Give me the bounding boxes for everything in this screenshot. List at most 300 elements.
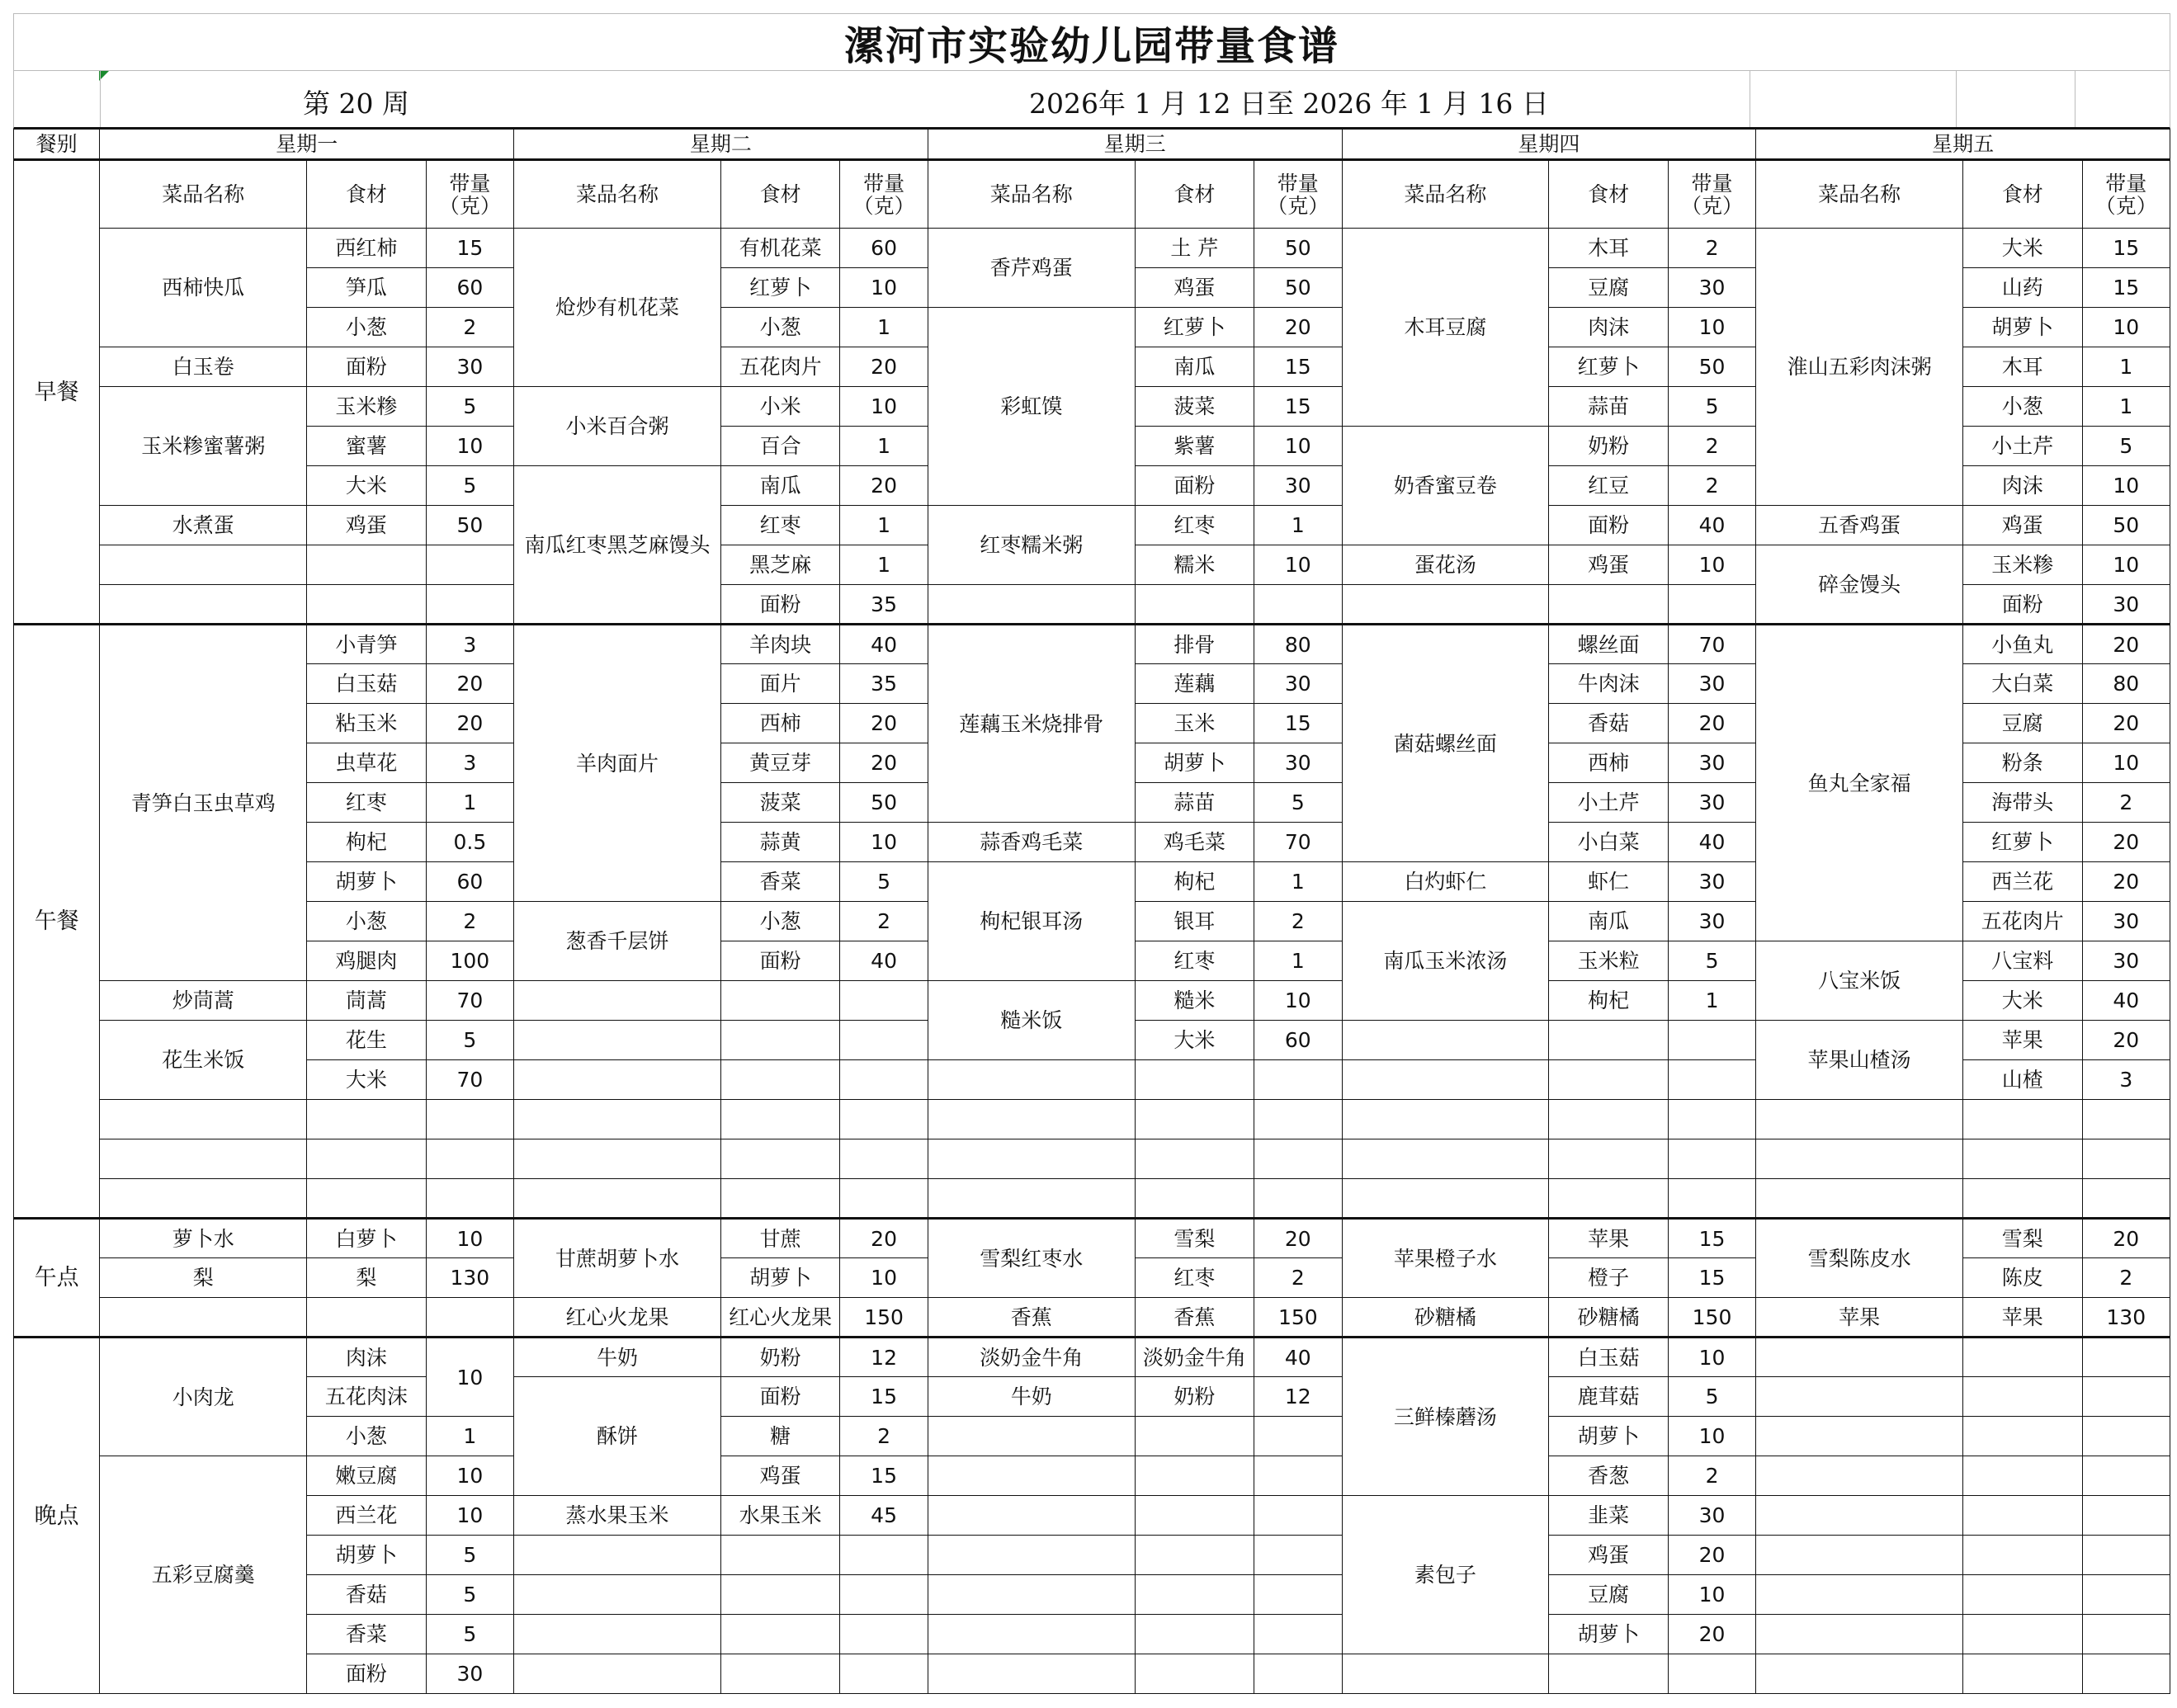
empty-cell <box>2082 1100 2170 1139</box>
empty-cell <box>1549 1100 1668 1139</box>
empty-cell <box>928 1536 1135 1575</box>
empty-cell <box>2082 1615 2170 1654</box>
ingredient-amount: 5 <box>1668 1377 1755 1417</box>
empty-cell <box>1756 1338 1963 1377</box>
ingredient-amount: 20 <box>1668 704 1755 743</box>
empty-cell <box>1135 585 1254 625</box>
dish-name: 八宝米饭 <box>1756 941 1963 1021</box>
ingredient-name: 橙子 <box>1549 1258 1668 1298</box>
ingredient-amount: 10 <box>426 1496 513 1536</box>
ingredient-name: 玉米糁 <box>1963 545 2082 585</box>
ingredient-name: 螺丝面 <box>1549 625 1668 664</box>
ingredient-name: 西柿 <box>720 704 839 743</box>
ingredient-name: 砂糖橘 <box>1549 1298 1668 1338</box>
empty-cell <box>720 1139 839 1179</box>
empty-cell <box>928 1654 1135 1694</box>
ingredient-name: 海带头 <box>1963 783 2082 823</box>
ingredient-amount: 150 <box>840 1298 928 1338</box>
ingredient-amount: 20 <box>840 743 928 783</box>
ingredient-amount: 20 <box>2082 625 2170 664</box>
ingredient-amount: 50 <box>2082 506 2170 545</box>
empty-cell <box>1254 1417 1342 1456</box>
ingredient-name: 香蕉 <box>1135 1298 1254 1338</box>
empty-cell <box>1963 1575 2082 1615</box>
dish-name: 酥饼 <box>514 1377 721 1496</box>
empty-cell <box>1549 1139 1668 1179</box>
ingredient-name: 鸡蛋 <box>1963 506 2082 545</box>
empty-cell <box>307 1139 426 1179</box>
ingredient-amount: 5 <box>1668 387 1755 427</box>
empty-cell <box>1668 1100 1755 1139</box>
ingredient-amount: 20 <box>840 347 928 387</box>
empty-cell <box>1135 1060 1254 1100</box>
ingredient-name: 豆腐 <box>1549 268 1668 308</box>
empty-cell <box>2082 1536 2170 1575</box>
empty-cell <box>1549 1654 1668 1694</box>
empty-cell <box>1963 1654 2082 1694</box>
ingredient-name: 小葱 <box>307 1417 426 1456</box>
ingredient-amount: 2 <box>1668 427 1755 466</box>
dish-name: 羊肉面片 <box>514 625 721 902</box>
ingredient-name: 白玉菇 <box>1549 1338 1668 1377</box>
ingredient-amount: 40 <box>840 941 928 981</box>
empty-cell <box>1668 1654 1755 1694</box>
ingredient-amount: 10 <box>1668 1575 1755 1615</box>
empty-cell <box>1254 1496 1342 1536</box>
ingredient-name: 枸杞 <box>1549 981 1668 1021</box>
ingredient-name: 雪梨 <box>1963 1219 2082 1258</box>
ingredient-name: 小葱 <box>720 902 839 941</box>
empty-cell <box>307 1179 426 1219</box>
ingredient-amount: 10 <box>426 427 513 466</box>
ingredient-name: 鹿茸菇 <box>1549 1377 1668 1417</box>
empty-cell <box>928 1575 1135 1615</box>
ingredient-amount: 2 <box>426 308 513 347</box>
ingredient-name: 胡萝卜 <box>1135 743 1254 783</box>
dish-name: 苹果 <box>1756 1298 1963 1338</box>
empty-cell <box>928 1139 1135 1179</box>
ingredient-amount: 150 <box>1254 1298 1342 1338</box>
empty-cell <box>1254 585 1342 625</box>
ingredient-name: 糯米 <box>1135 545 1254 585</box>
dish-name: 南瓜红枣黑芝麻馒头 <box>514 466 721 625</box>
empty-cell <box>514 1060 721 1100</box>
ingredient-name: 蒜黄 <box>720 823 839 862</box>
ingredient-name: 小土芹 <box>1963 427 2082 466</box>
ingredient-amount: 10 <box>1668 1338 1755 1377</box>
ingredient-amount: 50 <box>426 506 513 545</box>
dish-name: 鱼丸全家福 <box>1756 625 1963 941</box>
empty-cell <box>1756 1615 1963 1654</box>
empty-cell <box>1135 1575 1254 1615</box>
empty-cell <box>1756 1456 1963 1496</box>
week-info-bar <box>13 70 2170 129</box>
ingredient-amount: 40 <box>1254 1338 1342 1377</box>
empty-cell <box>1254 1456 1342 1496</box>
ingredient-name: 淡奶金牛角 <box>1135 1338 1254 1377</box>
ingredient-amount: 1 <box>426 1417 513 1456</box>
empty-cell <box>928 1060 1135 1100</box>
ingredient-name: 大白菜 <box>1963 664 2082 704</box>
dish-name: 雪梨红枣水 <box>928 1219 1135 1298</box>
empty-cell <box>1963 1496 2082 1536</box>
ingredient-amount: 20 <box>1254 308 1342 347</box>
empty-cell <box>426 1139 513 1179</box>
empty-cell <box>1668 1021 1755 1060</box>
ingredient-amount: 1 <box>1254 506 1342 545</box>
dish-name-header: 菜品名称 <box>928 160 1135 229</box>
ingredient-amount: 30 <box>1668 664 1755 704</box>
ingredient-name: 鸡蛋 <box>1549 1536 1668 1575</box>
ingredient-name: 莲藕 <box>1135 664 1254 704</box>
ingredient-name: 红枣 <box>1135 506 1254 545</box>
ingredient-name: 鸡蛋 <box>1549 545 1668 585</box>
ingredient-name: 小青笋 <box>307 625 426 664</box>
dish-name: 炒茼蒿 <box>100 981 307 1021</box>
ingredient-name: 西兰花 <box>1963 862 2082 902</box>
dish-name: 水煮蛋 <box>100 506 307 545</box>
ingredient-name: 香菜 <box>307 1615 426 1654</box>
menu-sheet <box>13 13 2170 1694</box>
ingredient-header: 食材 <box>307 160 426 229</box>
ingredient-name: 山药 <box>1963 268 2082 308</box>
empty-cell <box>514 1100 721 1139</box>
ingredient-amount: 5 <box>426 1575 513 1615</box>
empty-cell <box>426 1179 513 1219</box>
ingredient-name: 梨 <box>307 1258 426 1298</box>
ingredient-name: 肉沫 <box>1549 308 1668 347</box>
dish-name: 白玉卷 <box>100 347 307 387</box>
empty-cell <box>928 1496 1135 1536</box>
dish-name: 蒜香鸡毛菜 <box>928 823 1135 862</box>
ingredient-name: 糖 <box>720 1417 839 1456</box>
ingredient-name: 胡萝卜 <box>307 1536 426 1575</box>
dish-name: 玉米糁蜜薯粥 <box>100 387 307 506</box>
ingredient-amount: 40 <box>840 625 928 664</box>
ingredient-amount: 130 <box>2082 1298 2170 1338</box>
ingredient-amount: 3 <box>2082 1060 2170 1100</box>
ingredient-amount: 12 <box>840 1338 928 1377</box>
ingredient-name: 枸杞 <box>307 823 426 862</box>
empty-cell <box>1963 1338 2082 1377</box>
ingredient-amount: 10 <box>840 823 928 862</box>
dish-name: 南瓜玉米浓汤 <box>1342 902 1549 1021</box>
ingredient-amount: 20 <box>2082 823 2170 862</box>
ingredient-amount: 1 <box>840 427 928 466</box>
dish-name: 牛奶 <box>928 1377 1135 1417</box>
empty-cell <box>1254 1654 1342 1694</box>
week-number: 第 20 周 <box>303 87 409 120</box>
empty-cell <box>1342 585 1549 625</box>
ingredient-amount: 10 <box>2082 545 2170 585</box>
ingredient-amount: 30 <box>1254 664 1342 704</box>
empty-cell <box>1963 1536 2082 1575</box>
empty-cell <box>100 545 307 585</box>
empty-cell <box>720 981 839 1021</box>
empty-cell <box>720 1654 839 1694</box>
empty-cell <box>1963 1417 2082 1456</box>
dish-name: 小肉龙 <box>100 1338 307 1456</box>
ingredient-name: 面粉 <box>720 941 839 981</box>
ingredient-amount: 20 <box>1668 1615 1755 1654</box>
dish-name: 雪梨陈皮水 <box>1756 1219 1963 1298</box>
ingredient-amount: 70 <box>426 1060 513 1100</box>
ingredient-name: 红枣 <box>1135 941 1254 981</box>
empty-cell <box>1756 1139 1963 1179</box>
empty-cell <box>1963 1615 2082 1654</box>
empty-cell <box>1254 1179 1342 1219</box>
ingredient-name: 银耳 <box>1135 902 1254 941</box>
ingredient-name: 红萝卜 <box>1135 308 1254 347</box>
empty-cell <box>840 1536 928 1575</box>
dish-name: 苹果山楂汤 <box>1756 1021 1963 1100</box>
ingredient-amount: 50 <box>1668 347 1755 387</box>
ingredient-name: 有机花菜 <box>720 229 839 268</box>
ingredient-name: 苹果 <box>1963 1298 2082 1338</box>
ingredient-name: 大米 <box>1963 229 2082 268</box>
ingredient-name: 虫草花 <box>307 743 426 783</box>
empty-cell <box>426 585 513 625</box>
ingredient-amount: 35 <box>840 585 928 625</box>
ingredient-amount: 20 <box>1254 1219 1342 1258</box>
ingredient-name: 韭菜 <box>1549 1496 1668 1536</box>
empty-cell <box>1135 1456 1254 1496</box>
empty-cell <box>720 1575 839 1615</box>
empty-cell <box>1756 1179 1963 1219</box>
ingredient-amount: 30 <box>426 1654 513 1694</box>
meal-label-breakfast: 早餐 <box>14 160 100 625</box>
ingredient-name: 奶粉 <box>720 1338 839 1377</box>
ingredient-name: 红心火龙果 <box>720 1298 839 1338</box>
day-header-fri: 星期五 <box>1756 130 2170 160</box>
dish-name: 蒸水果玉米 <box>514 1496 721 1536</box>
ingredient-amount: 15 <box>2082 229 2170 268</box>
dish-name: 淡奶金牛角 <box>928 1338 1135 1377</box>
ingredient-amount: 2 <box>1668 229 1755 268</box>
ingredient-amount: 45 <box>840 1496 928 1536</box>
ingredient-amount: 10 <box>2082 466 2170 506</box>
empty-cell <box>720 1179 839 1219</box>
ingredient-amount: 60 <box>840 229 928 268</box>
ingredient-amount: 1 <box>426 783 513 823</box>
empty-cell <box>1135 1496 1254 1536</box>
ingredient-name: 奶粉 <box>1549 427 1668 466</box>
empty-cell <box>1254 1060 1342 1100</box>
ingredient-amount: 60 <box>426 268 513 308</box>
ingredient-name: 鸡腿肉 <box>307 941 426 981</box>
ingredient-amount: 1 <box>1668 981 1755 1021</box>
ingredient-name: 嫩豆腐 <box>307 1456 426 1496</box>
ingredient-name: 鸡蛋 <box>720 1456 839 1496</box>
ingredient-name: 木耳 <box>1549 229 1668 268</box>
dish-name: 香蕉 <box>928 1298 1135 1338</box>
empty-cell <box>928 1615 1135 1654</box>
empty-cell <box>1756 1377 1963 1417</box>
ingredient-name: 小白菜 <box>1549 823 1668 862</box>
ingredient-amount: 30 <box>1668 743 1755 783</box>
ingredient-name: 花生 <box>307 1021 426 1060</box>
ingredient-amount: 10 <box>1668 1417 1755 1456</box>
ingredient-amount: 10 <box>2082 308 2170 347</box>
ingredient-name: 蜜薯 <box>307 427 426 466</box>
empty-cell <box>514 1536 721 1575</box>
ingredient-amount: 10 <box>1254 981 1342 1021</box>
empty-cell <box>840 1179 928 1219</box>
dish-name-header: 菜品名称 <box>100 160 307 229</box>
ingredient-amount: 100 <box>426 941 513 981</box>
meal-label-snack: 午点 <box>14 1219 100 1338</box>
ingredient-name: 小土芹 <box>1549 783 1668 823</box>
ingredient-name: 小葱 <box>720 308 839 347</box>
ingredient-name: 肉沫 <box>1963 466 2082 506</box>
empty-cell <box>307 1100 426 1139</box>
ingredient-amount: 15 <box>840 1377 928 1417</box>
empty-cell <box>2082 1417 2170 1456</box>
ingredient-name: 小鱼丸 <box>1963 625 2082 664</box>
dish-name: 红枣糯米粥 <box>928 506 1135 585</box>
amount-header: 带量 （克） <box>1668 160 1755 229</box>
ingredient-name: 八宝料 <box>1963 941 2082 981</box>
ingredient-amount: 1 <box>1254 941 1342 981</box>
ingredient-name: 小葱 <box>307 308 426 347</box>
ingredient-amount: 2 <box>1668 1456 1755 1496</box>
empty-cell <box>1668 585 1755 625</box>
ingredient-amount: 15 <box>1668 1219 1755 1258</box>
ingredient-amount: 15 <box>2082 268 2170 308</box>
dish-name: 砂糖橘 <box>1342 1298 1549 1338</box>
ingredient-name: 面粉 <box>307 347 426 387</box>
ingredient-name: 面片 <box>720 664 839 704</box>
ingredient-name: 糙米 <box>1135 981 1254 1021</box>
ingredient-name: 雪梨 <box>1135 1219 1254 1258</box>
ingredient-name: 排骨 <box>1135 625 1254 664</box>
ingredient-amount: 30 <box>1254 466 1342 506</box>
ingredient-amount: 30 <box>426 347 513 387</box>
empty-cell <box>1549 585 1668 625</box>
ingredient-amount: 2 <box>1254 1258 1342 1298</box>
ingredient-amount: 70 <box>1254 823 1342 862</box>
ingredient-name: 西红柿 <box>307 229 426 268</box>
ingredient-amount: 40 <box>2082 981 2170 1021</box>
empty-cell <box>720 1536 839 1575</box>
ingredient-name: 小米 <box>720 387 839 427</box>
empty-cell <box>1756 1536 1963 1575</box>
empty-cell <box>1756 1417 1963 1456</box>
dish-name: 小米百合粥 <box>514 387 721 466</box>
ingredient-name: 枸杞 <box>1135 862 1254 902</box>
empty-cell <box>2082 1338 2170 1377</box>
ingredient-name: 肉沫 <box>307 1338 426 1377</box>
ingredient-amount: 3 <box>426 625 513 664</box>
empty-cell <box>2082 1456 2170 1496</box>
ingredient-name: 甘蔗 <box>720 1219 839 1258</box>
day-header-wed: 星期三 <box>928 130 1342 160</box>
ingredient-name: 红萝卜 <box>1549 347 1668 387</box>
ingredient-name: 红枣 <box>307 783 426 823</box>
dish-name: 五香鸡蛋 <box>1756 506 1963 545</box>
ingredient-name: 豆腐 <box>1963 704 2082 743</box>
meal-label-lunch: 午餐 <box>14 625 100 1219</box>
ingredient-amount: 15 <box>1668 1258 1755 1298</box>
ingredient-amount: 70 <box>1668 625 1755 664</box>
empty-cell <box>1135 1417 1254 1456</box>
ingredient-amount: 20 <box>2082 1021 2170 1060</box>
empty-cell <box>1254 1100 1342 1139</box>
empty-cell <box>1668 1139 1755 1179</box>
empty-cell <box>1135 1139 1254 1179</box>
empty-cell <box>840 1654 928 1694</box>
ingredient-name: 白玉菇 <box>307 664 426 704</box>
empty-cell <box>1963 1100 2082 1139</box>
menu-table <box>13 129 2170 1694</box>
ingredient-name: 五花肉沫 <box>307 1377 426 1417</box>
empty-cell <box>100 1100 307 1139</box>
ingredient-amount: 20 <box>1668 1536 1755 1575</box>
ingredient-amount: 1 <box>840 308 928 347</box>
ingredient-amount: 130 <box>426 1258 513 1298</box>
dish-name: 枸杞银耳汤 <box>928 862 1135 981</box>
empty-cell <box>100 1179 307 1219</box>
empty-cell <box>1668 1179 1755 1219</box>
ingredient-name: 南瓜 <box>720 466 839 506</box>
ingredient-amount: 5 <box>426 466 513 506</box>
dish-name: 素包子 <box>1342 1496 1549 1654</box>
ingredient-name: 香菜 <box>720 862 839 902</box>
ingredient-amount: 10 <box>840 387 928 427</box>
ingredient-amount: 80 <box>1254 625 1342 664</box>
ingredient-name: 白萝卜 <box>307 1219 426 1258</box>
empty-cell <box>840 1139 928 1179</box>
ingredient-name: 红豆 <box>1549 466 1668 506</box>
ingredient-name: 大米 <box>307 466 426 506</box>
ingredient-amount: 2 <box>2082 783 2170 823</box>
ingredient-header: 食材 <box>1135 160 1254 229</box>
dish-name: 梨 <box>100 1258 307 1298</box>
empty-cell <box>1963 1179 2082 1219</box>
ingredient-name: 小葱 <box>1963 387 2082 427</box>
ingredient-amount: 70 <box>426 981 513 1021</box>
empty-cell <box>840 1100 928 1139</box>
empty-cell <box>1756 1496 1963 1536</box>
ingredient-amount: 5 <box>2082 427 2170 466</box>
day-header-thu: 星期四 <box>1342 130 1756 160</box>
ingredient-name: 陈皮 <box>1963 1258 2082 1298</box>
empty-cell <box>2082 1377 2170 1417</box>
ingredient-name: 五花肉片 <box>1963 902 2082 941</box>
amount-header: 带量 （克） <box>2082 160 2170 229</box>
empty-cell <box>514 1139 721 1179</box>
dish-name: 木耳豆腐 <box>1342 229 1549 427</box>
empty-cell <box>1549 1021 1668 1060</box>
ingredient-name: 红萝卜 <box>1963 823 2082 862</box>
ingredient-name: 蒜苗 <box>1549 387 1668 427</box>
ingredient-name: 胡萝卜 <box>1549 1417 1668 1456</box>
empty-cell <box>1963 1139 2082 1179</box>
ingredient-amount: 10 <box>426 1219 513 1258</box>
ingredient-amount: 30 <box>1668 1496 1755 1536</box>
ingredient-amount: 15 <box>1254 704 1342 743</box>
ingredient-name: 大米 <box>1135 1021 1254 1060</box>
ingredient-name: 土 芹 <box>1135 229 1254 268</box>
ingredient-name: 面粉 <box>720 1377 839 1417</box>
empty-cell <box>426 1298 513 1338</box>
ingredient-amount: 5 <box>840 862 928 902</box>
empty-cell <box>2082 1179 2170 1219</box>
ingredient-name: 羊肉块 <box>720 625 839 664</box>
empty-cell <box>2082 1654 2170 1694</box>
ingredient-header: 食材 <box>1963 160 2082 229</box>
ingredient-amount: 30 <box>2082 585 2170 625</box>
